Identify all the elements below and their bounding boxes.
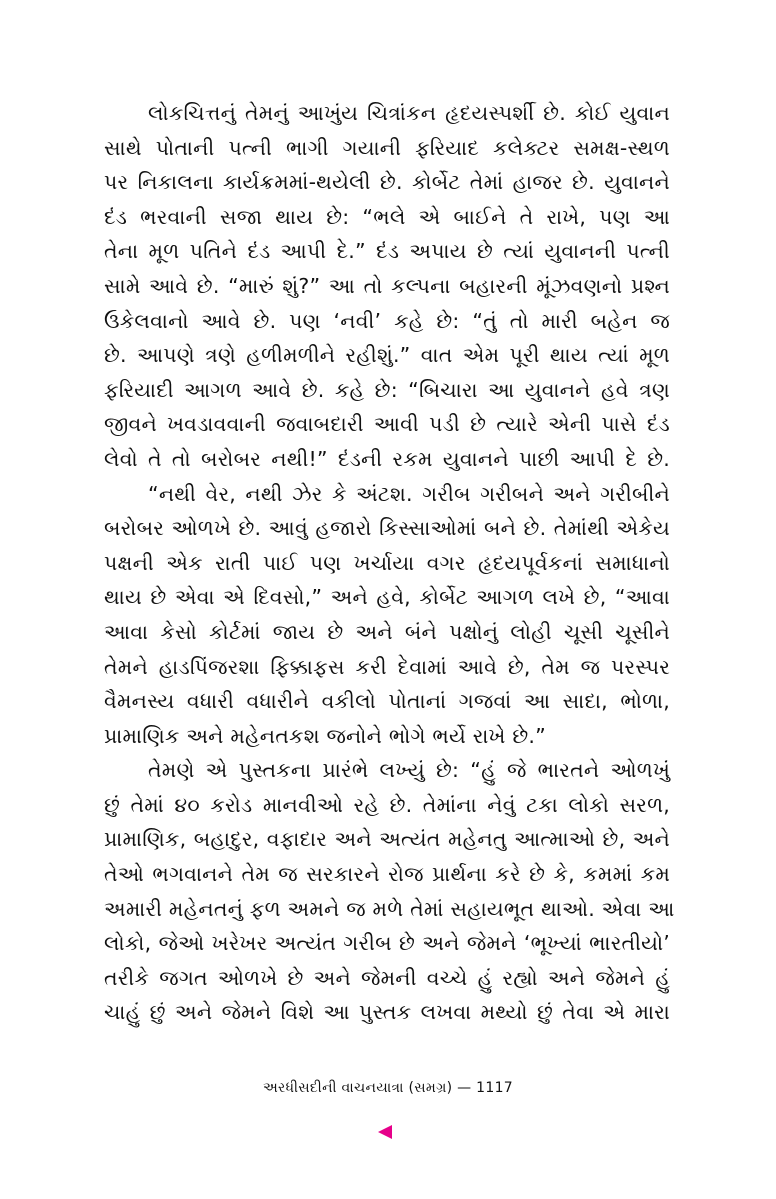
text-line: લોકો, જેઓ ખરેખર અત્યંત ગરીબ છે અને જેમને ‘ભૂખ્યાં ભારતીયો’ xyxy=(104,931,670,956)
text-line: પ્રામાણિક, બહાદુર, વફાદાર અને અત્યંત મહેનતુ આત્માઓ છે, અને xyxy=(104,827,670,852)
text-line: જીવને ખવડાવવાની જવાબદારી આવી પડી છે ત્યારે એની પાસે દંડ xyxy=(104,412,670,437)
text-line: અમારી મહેનતનું ફળ અમને જ મળે તેમાં સહાયભૂત થાઓ. એવા આ xyxy=(104,896,675,921)
text-line: વૈમનસ્ય વધારી વધારીને વકીલો પોતાનાં ગજવાં આ સાદા, ભોળા, xyxy=(104,689,670,714)
text-line: તેઓ ભગવાનને તેમ જ સરકારને રોજ પ્રાર્થના કરે છે કે, કમમાં કમ xyxy=(104,862,670,887)
text-line: તરીકે જગત ઓળખે છે અને જેમની વચ્ચે હું રહ્યો અને જેમને હું xyxy=(104,965,670,990)
text-line: પ્રામાણિક અને મહેનતકશ જનોને ભોગે ભર્યે રાખે છે.” xyxy=(104,723,546,748)
text-line: ફરિયાદી આગળ આવે છે. કહે છે: “બિચારા આ યુવાનને હવે ત્રણ xyxy=(104,377,670,402)
text-line: પર નિકાલના કાર્યક્રમમાં-થયેલી છે. કોર્બેટ તેમાં હાજર છે. યુવાનને xyxy=(104,170,670,195)
text-line: તેમને હાડપિંજરશા ફિક્કાફસ કરી દેવામાં આવે છે, તેમ જ પરસ્પર xyxy=(104,654,670,679)
body-text xyxy=(104,96,675,1030)
paragraph xyxy=(104,753,675,1030)
text-line: પક્ષની એક રાતી પાઈ પણ ખર્ચાયા વગર હૃદયપૂર્વકનાં સમાધાનો xyxy=(104,550,670,575)
text-line: લેવો તે તો બરોબર નથી!” દંડની રકમ યુવાનને પાછી આપી દે છે. xyxy=(104,446,670,471)
paragraph xyxy=(104,477,670,754)
text-line: તેના મૂળ પતિને દંડ આપી દે.” દંડ અપાય છે ત્યાં યુવાનની પત્ની xyxy=(104,239,670,264)
text-line: છું તેમાં ૪૦ કરોડ માનવીઓ રહે છે. તેમાંના નેવું ટકા લોકો સરળ, xyxy=(104,792,670,817)
text-line: તેમણે એ પુસ્તકના પ્રારંભે લખ્યું છે: “હું જે ભારતને ઓળખું xyxy=(148,758,670,783)
text-line: ચાહું છું અને જેમને વિશે આ પુસ્તક લખવા મથ્યો છું તેવા એ મારા xyxy=(104,1000,670,1025)
text-line: દંડ ભરવાની સજા થાય છે: “ભલે એ બાઈને તે રાખે, પણ આ xyxy=(104,204,670,229)
page-footer: અરધીસદીની વાચનયાત્રા (સમગ્ર) — 1117 xyxy=(262,1080,514,1096)
text-line: છે. આપણે ત્રણે હળીમળીને રહીશું.” વાત એમ પૂરી થાય ત્યાં મૂળ xyxy=(104,343,670,368)
text-line: “નથી વેર, નથી ઝેર કે અંટશ. ગરીબ ગરીબને અને ગરીબીને xyxy=(148,481,670,506)
text-line: સાથે પોતાની પત્ની ભાગી ગયાની ફરિયાદ કલેક્ટર સમક્ષ-સ્થળ xyxy=(104,135,670,160)
left-triangle-icon[interactable] xyxy=(378,1125,392,1139)
text-line: થાય છે એવા એ દિવસો,” અને હવે, કોર્બેટ આગળ લખે છે, “આવા xyxy=(104,585,670,610)
text-line: બરોબર ઓળખે છે. આવું હજારો કિસ્સાઓમાં બને છે. તેમાંથી એકેય xyxy=(104,516,670,541)
paragraph xyxy=(104,96,670,477)
text-line: આવા કેસો કોર્ટમાં જાય છે અને બંને પક્ષોનું લોહી ચૂસી ચૂસીને xyxy=(104,619,670,644)
text-line: સામે આવે છે. “મારું શું?” આ તો કલ્પના બહારની મૂંઝવણનો પ્રશ્ન xyxy=(104,273,670,298)
text-line: ઉકેલવાનો આવે છે. પણ ‘નવી’ કહે છે: “તું તો મારી બહેન જ xyxy=(104,308,670,333)
text-line: લોકચિત્તનું તેમનું આખુંય ચિત્રાંકન હૃદયસ્પર્શી છે. કોઈ યુવાન xyxy=(148,101,670,125)
